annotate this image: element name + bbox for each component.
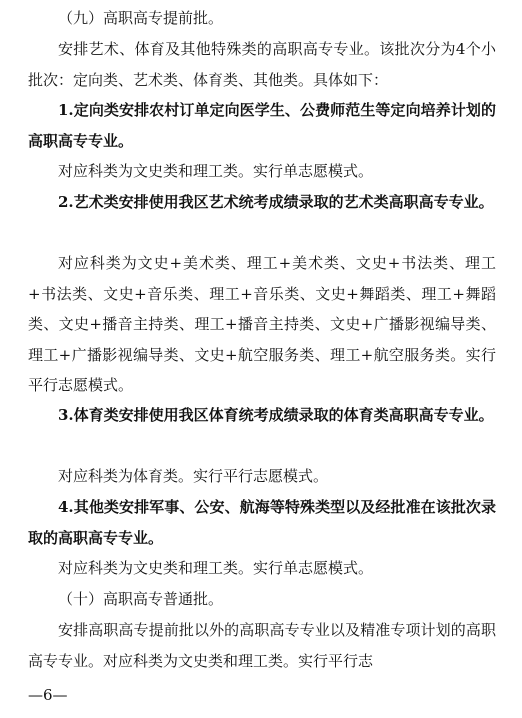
section10-heading: （十）高职高专普通批。 <box>58 590 224 608</box>
item1-heading: 1.定向类安排农村订单定向医学生、公费师范生等定向培养计划的高职高专专业。 <box>28 101 496 150</box>
section10-body: 安排高职高专提前批以外的高职高专专业以及精准专项计划的高职高专专业。对应科类为文史类和理工类。实行平行志 <box>28 621 496 670</box>
item4-heading: 4.其他类安排军事、公安、航海等特殊类型以及经批准在该批次录取的高职高专专业。 <box>28 498 496 547</box>
page-number: —6— <box>28 686 68 704</box>
item2-body: 对应科类为文史+美术类、理工+美术类、文史+书法类、理工+书法类、文史+音乐类、理工+音乐类、文史+舞蹈类、理工+舞蹈类、文史+播音主持类、理工+播音主持类、文史+广播影视编导类、理工+广播影视编导类、文史+航空服务类、理工+航空服务类。实行平行志愿模式。 <box>28 254 496 394</box>
section9-intro: 安排艺术、体育及其他特殊类的高职高专专业。该批次分为4个小批次：定向类、艺术类、体育类、其他类。具体如下： <box>28 40 496 89</box>
section9-heading: （九）高职高专提前批。 <box>58 9 224 27</box>
item2-heading: 2.艺术类安排使用我区艺术统考成绩录取的艺术类高职高专专业。 <box>58 193 494 211</box>
item1-body: 对应科类为文史类和理工类。实行单志愿模式。 <box>58 162 374 180</box>
item3-heading: 3.体育类安排使用我区体育统考成绩录取的体育类高职高专专业。 <box>58 406 494 424</box>
item3-body: 对应科类为体育类。实行平行志愿模式。 <box>58 467 329 485</box>
item4-body: 对应科类为文史类和理工类。实行单志愿模式。 <box>58 559 374 577</box>
